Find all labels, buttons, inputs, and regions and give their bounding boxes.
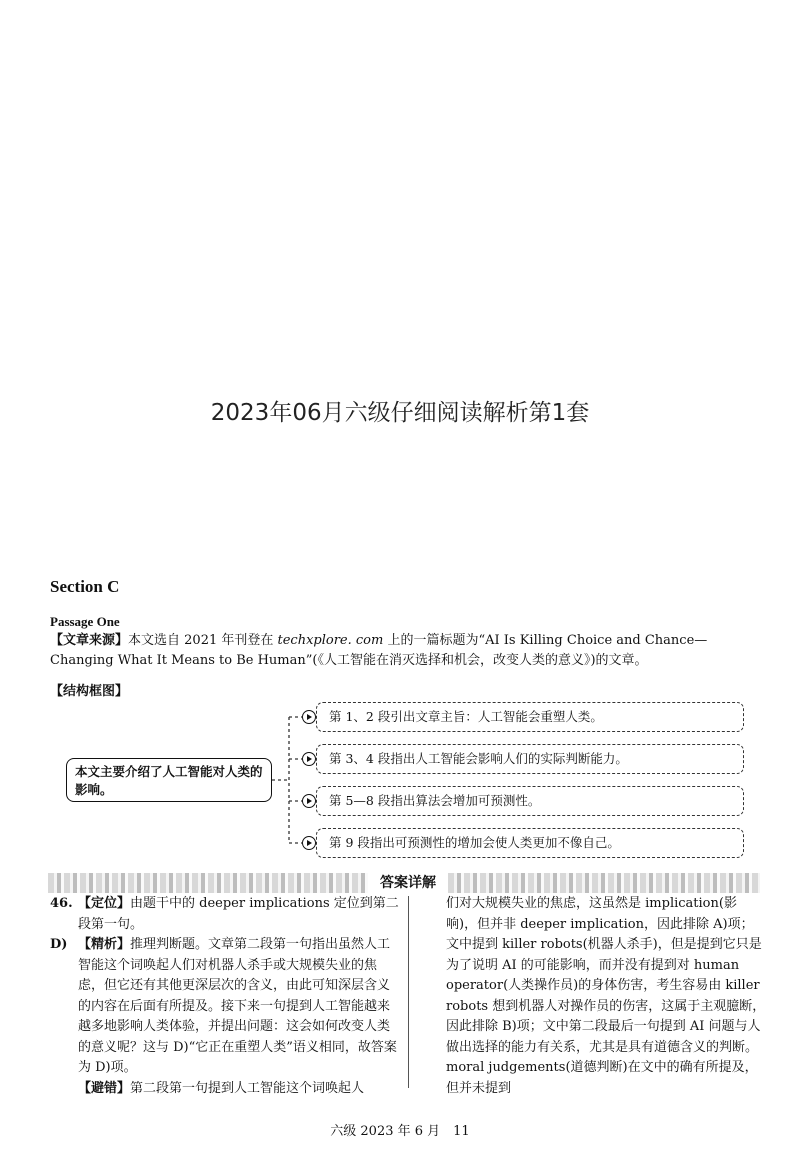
question-46-locate — [50, 894, 400, 935]
arrow-circle-icon — [302, 752, 316, 766]
column-divider — [408, 896, 409, 1088]
source-text-before: 本文选自 2021 年刊登在 — [128, 633, 278, 648]
answer-column-right — [446, 894, 766, 1099]
avoid-text: 第二段第一句提到人工智能这个词唤起人 — [130, 1080, 365, 1096]
question-number: 46. — [50, 896, 73, 911]
framework-branch-3: 第 5—8 段指出算法会增加可预测性。 — [316, 786, 744, 816]
document-title: 2023年06月六级仔细阅读解析第1套 — [210, 400, 590, 426]
source-paragraph — [50, 631, 762, 671]
source-site: techxplore. com — [277, 633, 384, 648]
source-text-after: 上的一篇标题为“AI Is Killing Choice and Chance—Changing What It Means to Be Human”(《人工智能在消灭选择和机会，改变人类的意义》)的文章。 — [50, 633, 708, 668]
answer-banner — [48, 873, 760, 893]
framework-branch-2: 第 3、4 段指出人工智能会影响人们的实际判断能力。 — [316, 744, 744, 774]
answer-letter: D) — [50, 937, 68, 952]
page-footer: 六级 2023 年 6 月 11 — [330, 1124, 470, 1139]
analysis-tag: 【精析】 — [78, 937, 131, 952]
locate-tag: 【定位】 — [78, 896, 131, 911]
answer-banner-label: 答案详解 — [368, 873, 448, 893]
analysis-text: 推理判断题。文章第二段第一句指出虽然人工智能这个词唤起人们对机器人杀手或大规模失业的焦虑，但它还有其他更深层次的含义，由此可知深层含义的内容在后面有所提及。接下来一句提到人工智能越来越多地影响人类体验，并提出问题：这会如何改变人类的意义呢？这与 D)“它正在重塑人类”语义相同，故答案为 D)项。 — [78, 937, 397, 1075]
framework-branch-4: 第 9 段指出可预测性的增加会使人类更加不像自己。 — [316, 828, 744, 858]
framework-label: 【结构框图】 — [50, 684, 129, 699]
arrow-circle-icon — [302, 836, 316, 850]
avoid-tag: 【避错】 — [78, 1080, 131, 1096]
framework-branch-1: 第 1、2 段引出文章主旨：人工智能会重塑人类。 — [316, 702, 744, 732]
section-heading: Section C — [50, 577, 120, 596]
arrow-circle-icon — [302, 710, 316, 724]
source-label: 【文章来源】 — [50, 633, 129, 648]
passage-label: Passage One — [50, 614, 120, 629]
answer-column-left — [50, 894, 400, 1099]
question-46-analysis — [50, 935, 400, 1079]
framework-summary-box: 本文主要介绍了人工智能对人类的影响。 — [66, 758, 272, 802]
locate-text: 由题干中的 deeper implications 定位到第二段第一句。 — [78, 896, 399, 932]
avoid-text-continued: 们对大规模失业的焦虑，这虽然是 implication(影响)，但并非 deeper implication，因此排除 A)项；文中提到 killer robots(机器人杀手)，但是提到它只是为了说明 AI 的可能影响，而并没有提到对 human operator(人类操作员)的身体伤害，考生容易由 killer robots 想到机器人对操作员的伤害，这属于主观臆断，因此排除 B)项；文中第二段最后一句提到 AI 问题与人做出选择的能力有关系，尤其是具有道德含义的判断。moral judgements(道德判断)在文中的确有所提及，但并未提到 — [446, 896, 766, 1096]
question-46-avoid — [50, 1079, 400, 1100]
arrow-circle-icon — [302, 794, 316, 808]
